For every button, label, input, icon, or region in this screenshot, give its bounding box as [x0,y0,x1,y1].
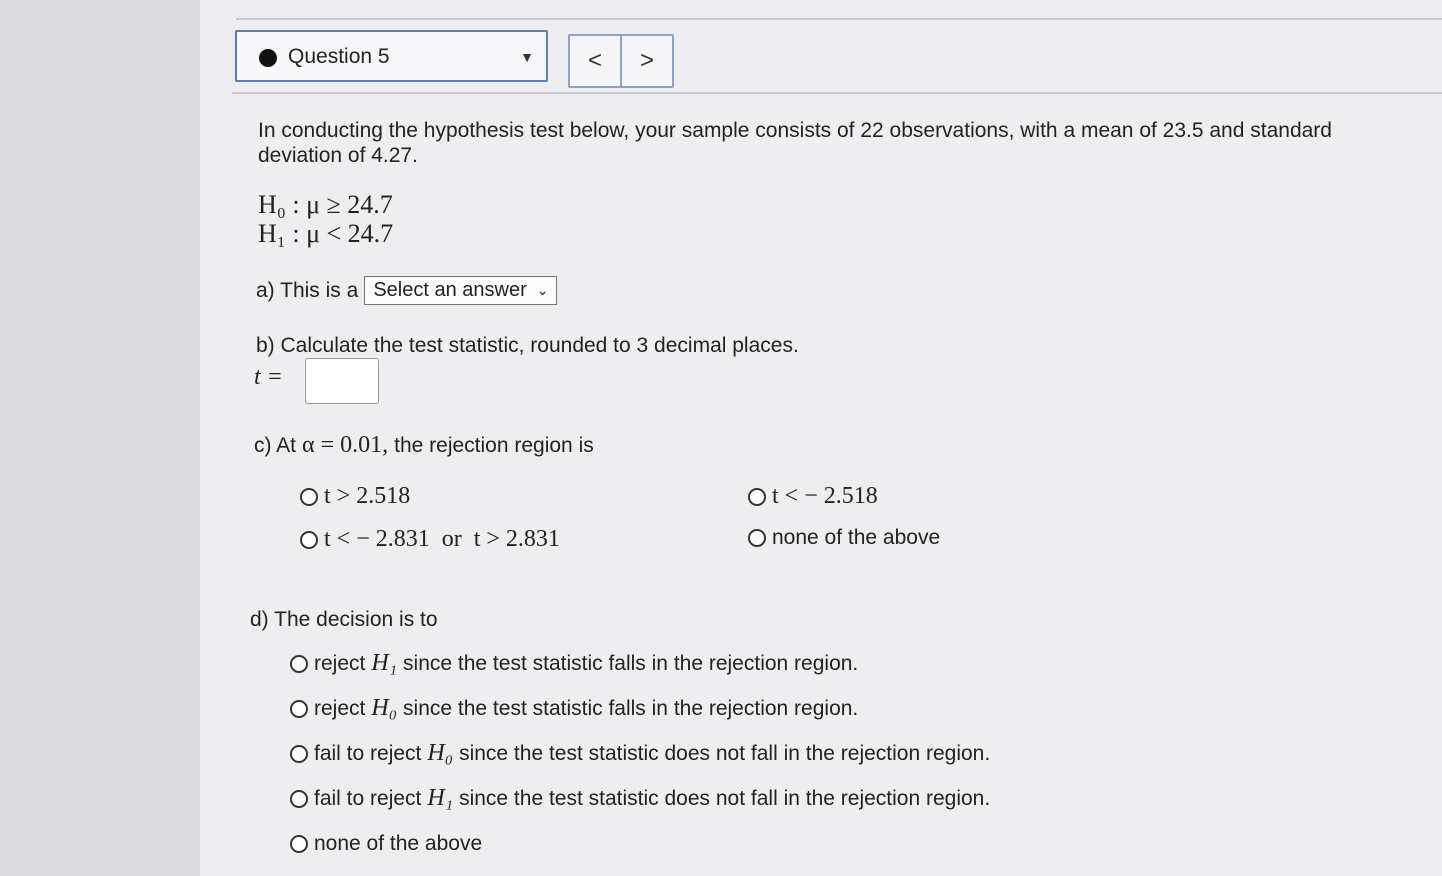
radio-icon[interactable] [300,531,318,549]
hypotheses [258,190,393,248]
radio-icon[interactable] [290,790,308,808]
decision-option-5[interactable]: none of the above [290,832,482,856]
top-divider [236,18,1442,20]
rejection-option-4[interactable]: none of the above [748,526,940,550]
part-c-suffix: the rejection region is [394,434,594,457]
chevron-down-icon: ⌄ [536,282,549,298]
part-c [254,432,594,459]
rejection-option-2[interactable]: t < − 2.518 [748,483,878,510]
radio-icon[interactable] [290,745,308,763]
radio-icon[interactable] [290,700,308,718]
nav-divider [232,92,1442,94]
t-statistic-input[interactable] [305,358,379,404]
test-type-select[interactable] [364,276,557,305]
decision-option-1[interactable]: reject H₁ since the test statistic falls in the rejection region. [290,650,858,677]
t-label: t = [254,364,283,390]
next-question-button[interactable]: > [620,36,672,86]
left-margin [0,0,201,876]
part-b-label: b) Calculate the test statistic, rounded to 3 decimal places. [256,334,799,357]
rejection-option-3[interactable]: t < − 2.831 or t > 2.831 [300,526,560,553]
decision-option-3[interactable]: fail to reject H₀ since the test statistic does not fall in the rejection region. [290,740,990,767]
status-dot-icon [259,49,277,67]
alt-hypothesis: H₁ : μ < 24.7 [258,219,394,248]
caret-down-icon: ▼ [520,49,534,65]
question-nav [568,34,674,88]
radio-icon[interactable] [290,835,308,853]
part-d-label: d) The decision is to [250,608,438,631]
decision-option-2[interactable]: reject H₀ since the test statistic falls in the rejection region. [290,695,858,722]
test-type-select-value: Select an answer [373,279,527,301]
part-a [256,276,557,305]
part-c-prefix: c) At [254,434,297,457]
part-c-alpha: α = 0.01, [302,432,389,458]
radio-icon[interactable] [290,655,308,673]
null-hypothesis: H₀ : μ ≥ 24.7 [258,190,393,219]
rejection-option-1[interactable]: t > 2.518 [300,483,410,510]
question-page [200,0,1442,876]
radio-icon[interactable] [300,488,318,506]
prev-question-button[interactable]: < [587,47,602,74]
radio-icon[interactable] [748,529,766,547]
part-a-label: a) This is a [256,278,359,302]
decision-option-4[interactable]: fail to reject H₁ since the test statistic does not fall in the rejection region. [290,785,990,812]
radio-icon[interactable] [748,488,766,506]
question-intro: In conducting the hypothesis test below, your sample consists of 22 observations, with a mean of 23.5 and standard deviation of 4.27. [258,119,1332,167]
question-selector[interactable] [235,30,548,82]
question-label: Question 5 [288,45,390,68]
